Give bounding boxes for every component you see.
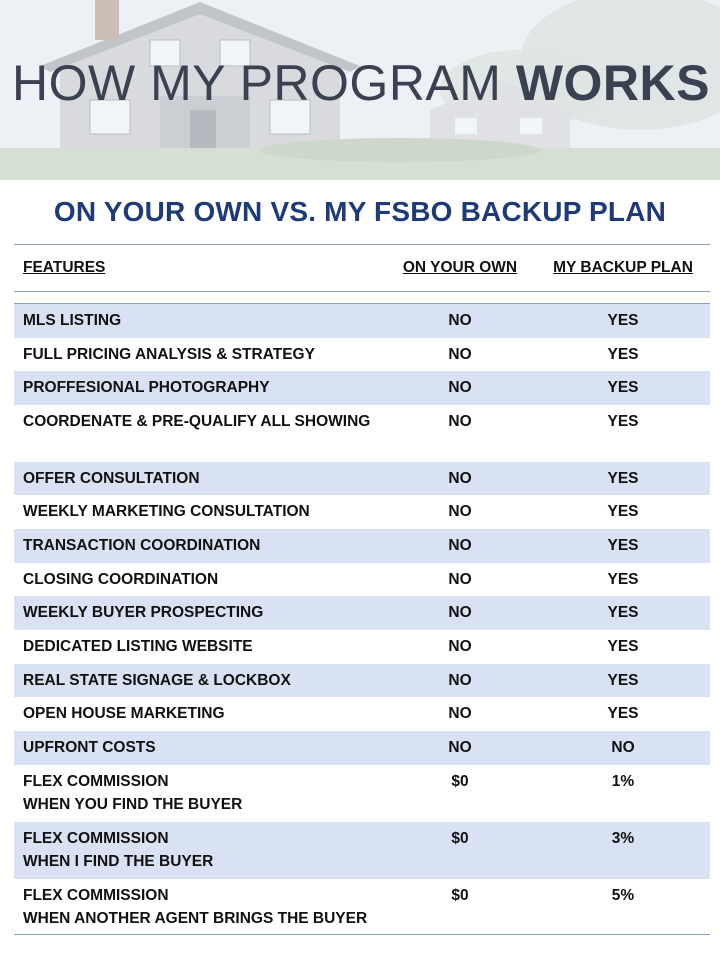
on-your-own-value: NO [448, 412, 472, 430]
backup-plan-value: 5% [611, 886, 635, 904]
backup-plan-value: YES [607, 704, 639, 722]
feature-cell [14, 462, 384, 495]
table-body [14, 304, 710, 935]
backup-plan-value: YES [607, 570, 639, 588]
table-row [14, 529, 710, 563]
feature-label: WEEKLY BUYER PROSPECTING [23, 603, 264, 621]
feature-label: CLOSING COORDINATION [23, 570, 219, 588]
table-spacer [14, 292, 710, 304]
feature-cell [14, 664, 384, 697]
feature-label: OPEN HOUSE MARKETING [23, 704, 225, 722]
table-row [14, 563, 710, 596]
on-your-own-value: NO [448, 570, 472, 588]
feature-cell [14, 405, 384, 462]
table-row [14, 596, 710, 630]
feature-cell [14, 731, 384, 765]
feature-cell [14, 495, 384, 529]
column-header-features: FEATURES [23, 259, 106, 276]
feature-label: COORDENATE & PRE-QUALIFY ALL SHOWING [23, 412, 371, 430]
table-row [14, 822, 710, 879]
on-your-own-value: NO [448, 502, 472, 520]
feature-label: FULL PRICING ANALYSIS & STRATEGY [23, 345, 315, 363]
backup-plan-value: YES [607, 378, 639, 396]
feature-label: MLS LISTING [23, 312, 122, 329]
feature-label: REAL STATE SIGNAGE & LOCKBOX [23, 671, 291, 689]
title-light-part: HOW MY PROGRAM [12, 55, 502, 111]
feature-label: PROFFESIONAL PHOTOGRAPHY [23, 378, 270, 396]
table-row [14, 371, 710, 405]
feature-cell [14, 765, 384, 822]
feature-cell [14, 338, 384, 371]
feature-cell [14, 879, 384, 935]
on-your-own-value: $0 [451, 829, 469, 847]
backup-plan-value: YES [607, 671, 639, 689]
comparison-subtitle: ON YOUR OWN VS. MY FSBO BACKUP PLAN [53, 196, 667, 227]
on-your-own-value: NO [448, 603, 472, 621]
feature-label: OFFER CONSULTATION [23, 469, 200, 487]
backup-plan-value: YES [607, 637, 639, 655]
feature-label: UPFRONT COSTS [23, 738, 156, 756]
table-row [14, 338, 710, 371]
table-row [14, 664, 710, 697]
table-header-row [14, 245, 710, 292]
on-your-own-value: $0 [451, 886, 469, 904]
on-your-own-value: NO [448, 671, 472, 689]
table-row [14, 765, 710, 822]
on-your-own-value: NO [448, 469, 472, 487]
backup-plan-value: 3% [611, 829, 635, 847]
table-row [14, 630, 710, 664]
feature-label: FLEX COMMISSION [23, 886, 169, 904]
backup-plan-value: YES [607, 536, 639, 554]
column-header-on-your-own: ON YOUR OWN [402, 259, 518, 276]
feature-cell [14, 529, 384, 563]
backup-plan-value: NO [611, 738, 635, 756]
page-title [12, 54, 710, 112]
table-row [14, 304, 710, 338]
backup-plan-value: YES [607, 312, 639, 329]
backup-plan-value: YES [607, 603, 639, 621]
on-your-own-value: NO [448, 704, 472, 722]
feature-sublabel: WHEN ANOTHER AGENT BRINGS THE BUYER [23, 909, 368, 927]
feature-sublabel: WHEN YOU FIND THE BUYER [23, 795, 243, 813]
feature-cell [14, 563, 384, 596]
on-your-own-value: NO [448, 312, 472, 329]
feature-label: FLEX COMMISSION [23, 829, 169, 847]
backup-plan-value: YES [607, 502, 639, 520]
header-banner [0, 0, 720, 180]
table-row [14, 462, 710, 495]
feature-cell [14, 304, 384, 338]
feature-label: DEDICATED LISTING WEBSITE [23, 637, 253, 655]
on-your-own-value: NO [448, 637, 472, 655]
backup-plan-value: 1% [611, 772, 635, 790]
column-header-backup-plan: MY BACKUP PLAN [553, 259, 693, 276]
table-row [14, 405, 710, 462]
feature-cell [14, 697, 384, 731]
feature-cell [14, 822, 384, 879]
feature-cell [14, 596, 384, 630]
table-row [14, 495, 710, 529]
feature-cell [14, 371, 384, 405]
backup-plan-value: YES [607, 345, 639, 363]
backup-plan-value: YES [607, 469, 639, 487]
feature-sublabel: WHEN I FIND THE BUYER [23, 852, 214, 870]
feature-label: WEEKLY MARKETING CONSULTATION [23, 502, 310, 520]
on-your-own-value: NO [448, 345, 472, 363]
on-your-own-value: $0 [451, 772, 469, 790]
table-row [14, 731, 710, 765]
table-row [14, 879, 710, 935]
backup-plan-value: YES [607, 412, 639, 430]
feature-label: TRANSACTION COORDINATION [23, 536, 261, 554]
comparison-table [14, 244, 710, 935]
on-your-own-value: NO [448, 378, 472, 396]
title-bold-part: WORKS [515, 55, 710, 111]
feature-label: FLEX COMMISSION [23, 772, 169, 790]
on-your-own-value: NO [448, 536, 472, 554]
table-row [14, 697, 710, 731]
feature-cell [14, 630, 384, 664]
on-your-own-value: NO [448, 738, 472, 756]
